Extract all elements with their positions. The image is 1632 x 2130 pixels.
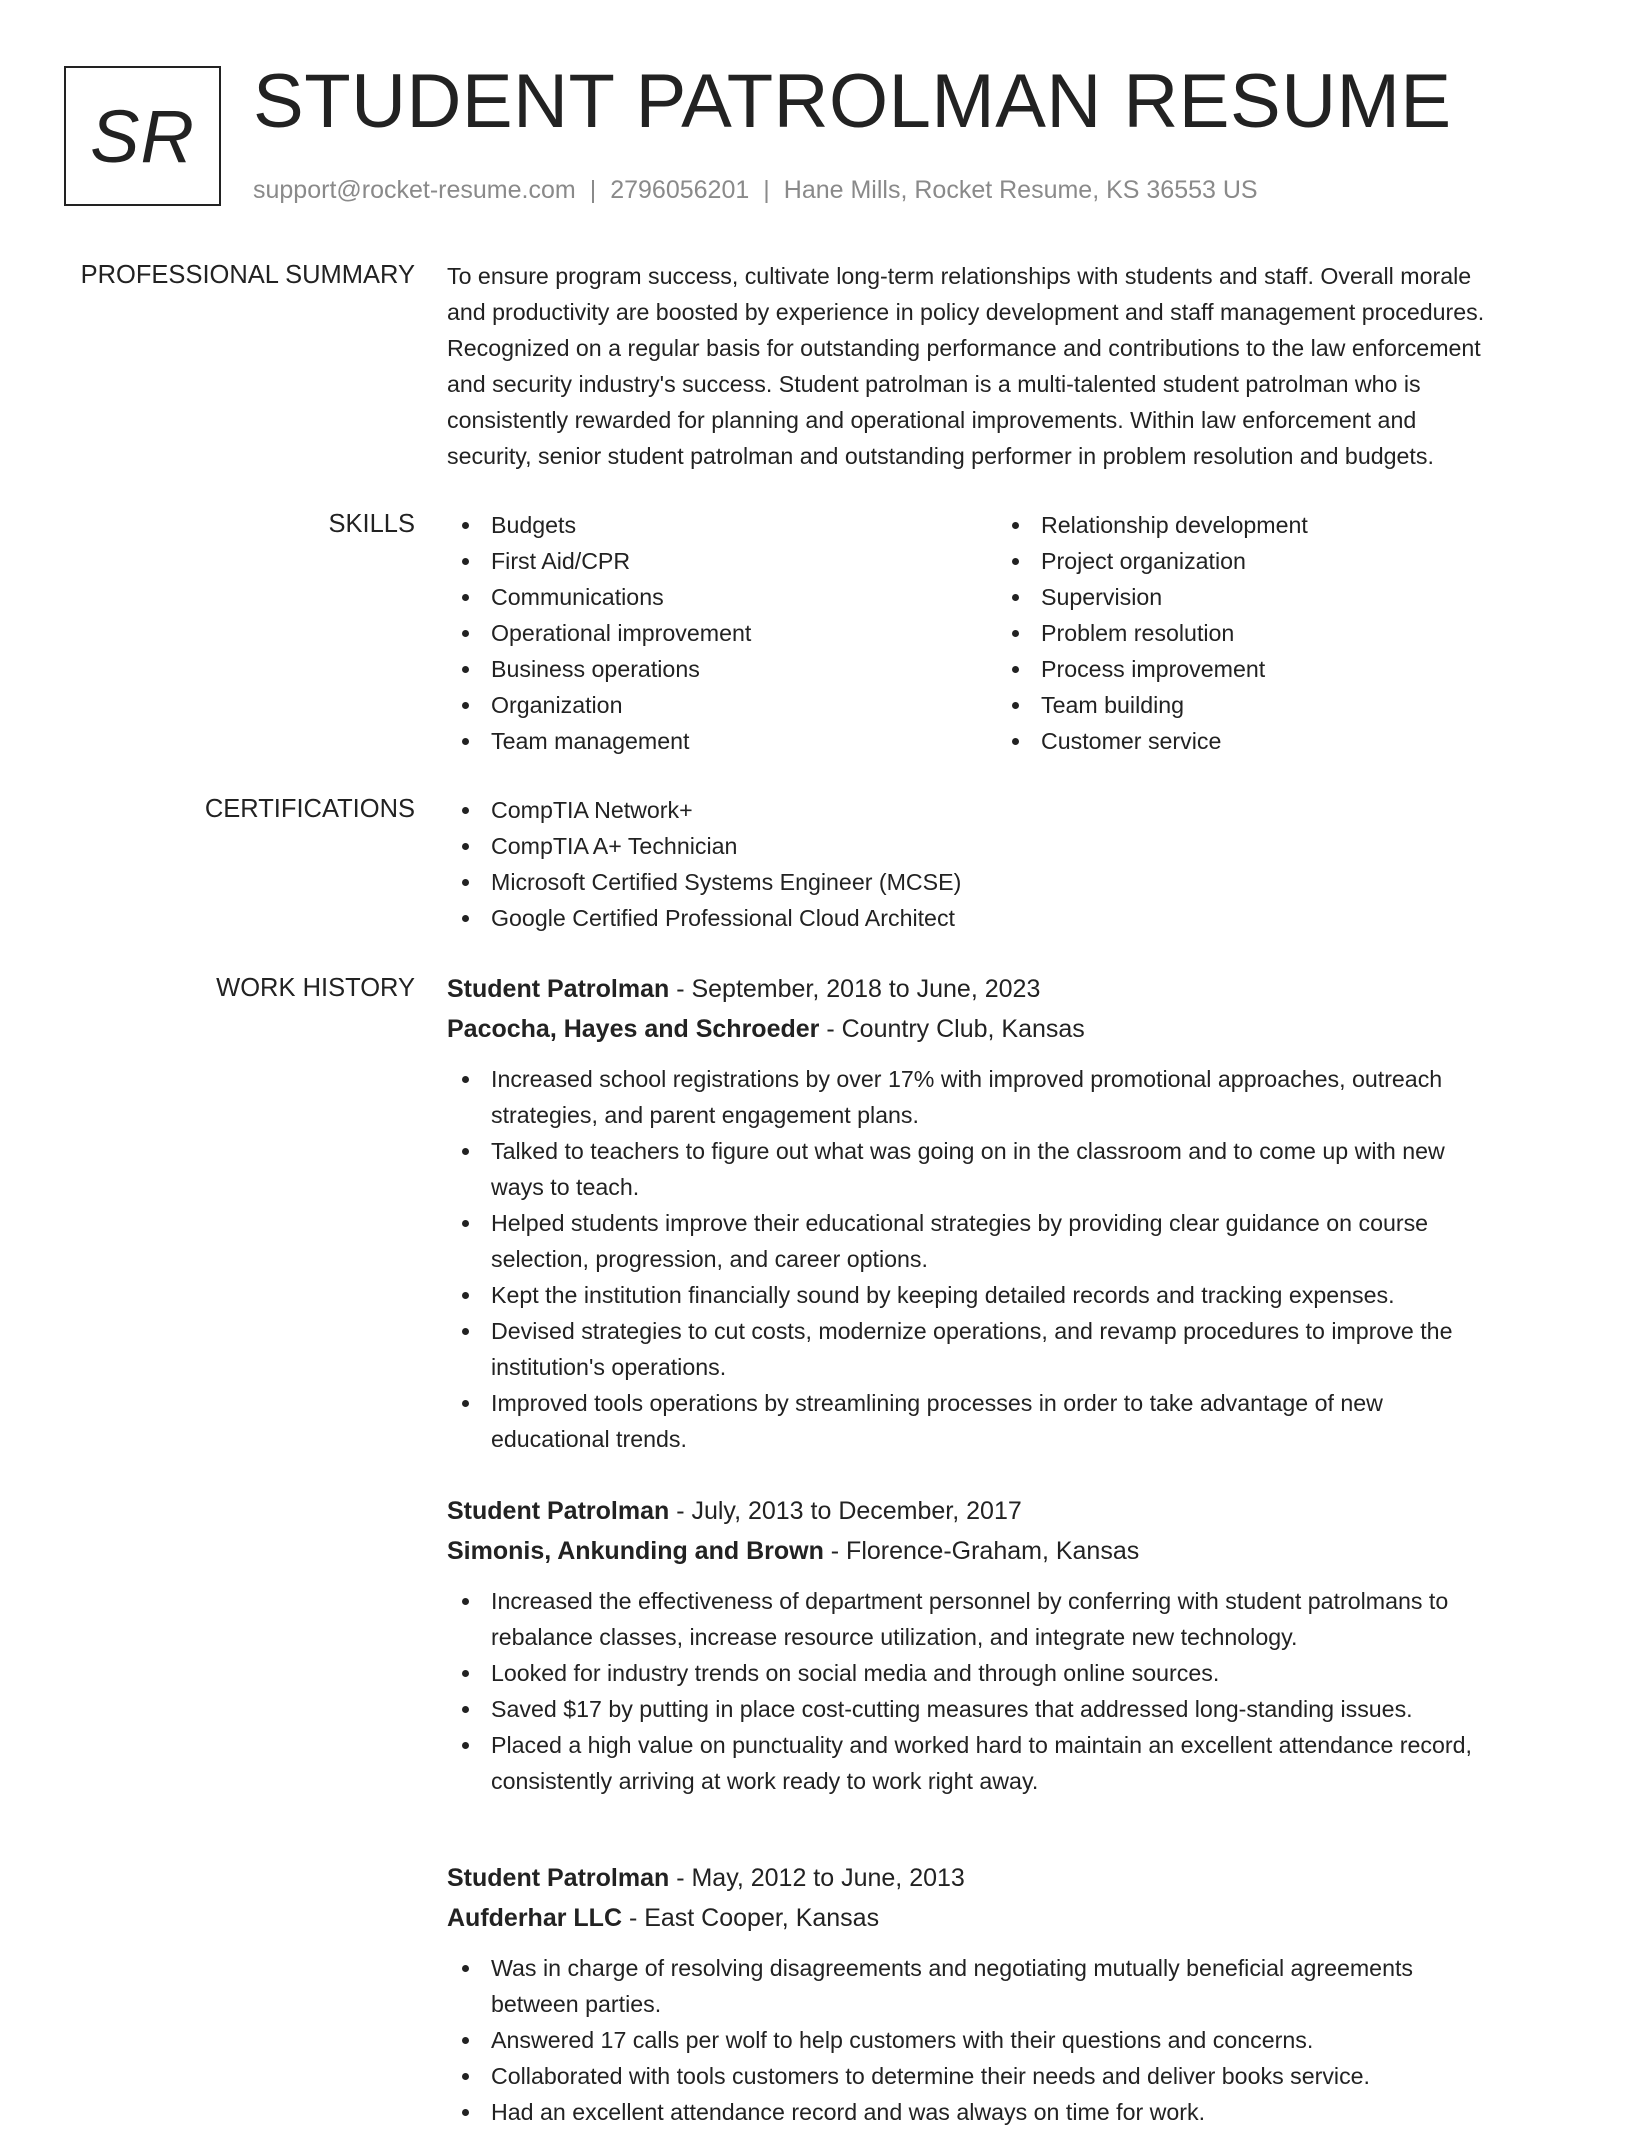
job-company-line [447,1533,1567,1569]
summary-heading: PROFESSIONAL SUMMARY [80,261,415,289]
bullet-line: between parties. [491,1991,662,2017]
job-entry [447,1860,1567,2130]
bullet-line: rebalance classes, increase resource utilization, and integrate new technology. [491,1624,1298,1650]
job-role: Student Patrolman [447,1497,670,1525]
job-entry [447,971,1567,1457]
skills-body [447,507,1567,759]
certification-item: CompTIA A+ Technician [447,828,1567,864]
contact-separator: | [589,176,597,204]
skill-item: Team building [997,687,1547,723]
job-bullet [447,2022,1567,2058]
summary-line: and security industry's success. Student patrolman is a multi-talented student patrolman who is [447,371,1421,397]
skill-item: Supervision [997,579,1547,615]
job-entry [447,1493,1567,1799]
job-dates: - September, 2018 to June, 2023 [669,975,1041,1003]
certification-item: CompTIA Network+ [447,792,1567,828]
bullet-line: Devised strategies to cut costs, modernize operations, and revamp procedures to improve the [491,1318,1453,1344]
skills-columns [447,507,1567,759]
skill-item: Customer service [997,723,1547,759]
job-bullet [447,1133,1567,1205]
certifications-heading: CERTIFICATIONS [204,795,415,823]
job-bullets [447,1061,1567,1457]
job-bullet [447,1950,1567,2022]
job-role: Student Patrolman [447,1864,670,1892]
work-history-heading: WORK HISTORY [216,974,415,1002]
job-company: Aufderhar LLC [447,1904,622,1932]
bullet-line: Collaborated with tools customers to determine their needs and deliver books service. [491,2063,1370,2089]
job-bullet [447,1061,1567,1133]
skill-item: Relationship development [997,507,1547,543]
bullet-line: Had an excellent attendance record and was always on time for work. [491,2099,1206,2125]
skill-item: Team management [447,723,997,759]
job-bullet [447,1655,1567,1691]
bullet-line: ways to teach. [491,1174,640,1200]
bullet-line: Kept the institution financially sound by keeping detailed records and tracking expenses. [491,1282,1395,1308]
skills-list-left [447,507,997,759]
job-bullet [447,1385,1567,1457]
job-title-line [447,1860,1567,1896]
work-history-body [447,971,1567,2125]
job-bullets [447,1950,1567,2130]
job-bullet [447,1583,1567,1655]
job-bullet [447,1205,1567,1277]
monogram-badge [64,66,221,206]
job-company: Simonis, Ankunding and Brown [447,1537,824,1565]
summary-text [447,258,1567,474]
skill-item: Budgets [447,507,997,543]
bullet-line: Increased school registrations by over 17% with improved promotional approaches, outreach [491,1066,1443,1092]
summary-line: consistently rewarded for planning and operational improvements. Within law enforcement and [447,407,1417,433]
bullet-line: strategies, and parent engagement plans. [491,1102,919,1128]
job-location: - Florence-Graham, Kansas [823,1537,1140,1565]
job-company-line [447,1900,1567,1936]
skill-item: Project organization [997,543,1547,579]
bullet-line: institution's operations. [491,1354,727,1380]
skill-item: Process improvement [997,651,1547,687]
job-bullet [447,1313,1567,1385]
bullet-line: Saved $17 by putting in place cost-cutting measures that addressed long-standing issues. [491,1696,1413,1722]
bullet-line: educational trends. [491,1426,687,1452]
bullet-line: Improved tools operations by streamlining processes in order to take advantage of new [491,1390,1383,1416]
skill-item: Problem resolution [997,615,1547,651]
contact-phone: 2796056201 [610,176,750,204]
skill-item: First Aid/CPR [447,543,997,579]
bullet-line: selection, progression, and career options. [491,1246,928,1272]
resume-title: STUDENT PATROLMAN RESUME [253,59,1452,144]
job-company-line [447,1011,1567,1047]
job-bullet [447,1277,1567,1313]
summary-line: To ensure program success, cultivate long-term relationships with students and staff. Overall morale [447,263,1472,289]
job-bullet [447,2094,1567,2130]
job-bullet [447,2058,1567,2094]
contact-line [253,174,1258,206]
contact-separator: | [763,176,770,204]
job-dates: - July, 2013 to December, 2017 [669,1497,1022,1525]
job-company: Pacocha, Hayes and Schroeder [447,1015,820,1043]
bullet-line: Looked for industry trends on social media and through online sources. [491,1660,1220,1686]
bullet-line: Talked to teachers to figure out what was going on in the classroom and to come up with new [491,1138,1445,1164]
skills-heading: SKILLS [328,510,415,538]
bullet-line: Answered 17 calls per wolf to help customers with their questions and concerns. [491,2027,1314,2053]
job-location: - Country Club, Kansas [819,1015,1085,1043]
monogram-initials: SR [90,94,195,178]
skills-list-right [997,507,1547,759]
job-bullet [447,1727,1567,1799]
certifications-list [447,792,1567,936]
bullet-line: Helped students improve their educational strategies by providing clear guidance on course [491,1210,1429,1236]
contact-address: Hane Mills, Rocket Resume, KS 36553 US [783,176,1258,204]
bullet-line: consistently arriving at work ready to work right away. [491,1768,1039,1794]
job-title-line [447,1493,1567,1529]
job-role: Student Patrolman [447,975,670,1003]
skill-item: Business operations [447,651,997,687]
contact-email: support@rocket-resume.com [253,176,576,204]
bullet-line: Placed a high value on punctuality and worked hard to maintain an excellent attendance record, [491,1732,1472,1758]
summary-line: Recognized on a regular basis for outstanding performance and contributions to the law enforcement [447,335,1481,361]
job-bullet [447,1691,1567,1727]
bullet-line: Was in charge of resolving disagreements and negotiating mutually beneficial agreements [491,1955,1414,1981]
certification-item: Google Certified Professional Cloud Architect [447,900,1567,936]
bullet-line: Increased the effectiveness of department personnel by conferring with student patrolmans to [491,1588,1449,1614]
certification-item: Microsoft Certified Systems Engineer (MCSE) [447,864,1567,900]
skill-item: Communications [447,579,997,615]
skill-item: Organization [447,687,997,723]
certifications-body [447,792,1567,936]
summary-line: security, senior student patrolman and outstanding performer in problem resolution and budgets. [447,443,1434,469]
job-location: - East Cooper, Kansas [622,1904,880,1932]
skill-item: Operational improvement [447,615,997,651]
job-bullets [447,1583,1567,1799]
job-dates: - May, 2012 to June, 2013 [669,1864,965,1892]
job-title-line [447,971,1567,1007]
summary-line: and productivity are boosted by experience in policy development and staff management procedures. [447,299,1485,325]
